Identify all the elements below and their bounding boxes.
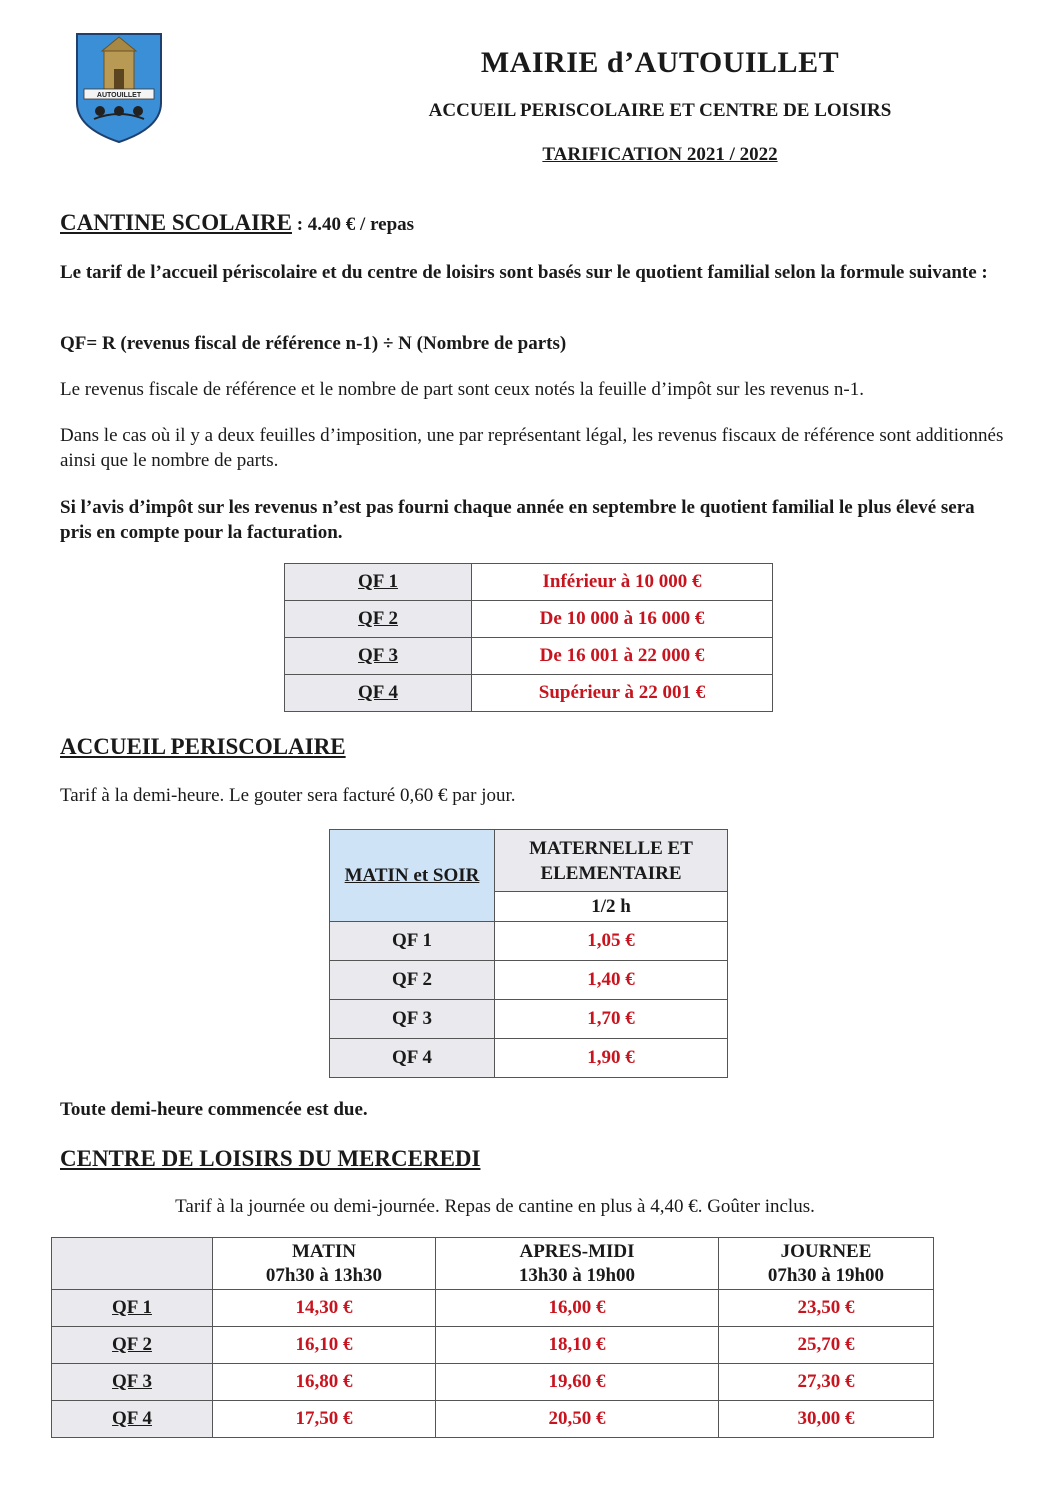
qf-label: QF 1 (52, 1290, 213, 1327)
page-subtitle: ACCUEIL PERISCOLAIRE ET CENTRE DE LOISIRS (428, 100, 892, 121)
page-title: MAIRIE d’AUTOUILLET (480, 46, 840, 79)
price-cell: 1,70 € (495, 1000, 728, 1039)
qf-label: QF 2 (330, 961, 495, 1000)
matin-header: MATIN 07h30 à 13h30 (213, 1238, 436, 1290)
qf-label: QF 2 (285, 601, 472, 638)
table-header-row (330, 830, 728, 892)
price-cell: 1,05 € (495, 922, 728, 961)
qf-label: QF 3 (52, 1364, 213, 1401)
mercredi-note: Tarif à la journée ou demi-journée. Repas de cantine en plus à 4,40 €. Goûter inclus. (175, 1196, 815, 1217)
qf-label: QF 3 (285, 638, 472, 675)
table-row (52, 1290, 934, 1327)
table-row (52, 1327, 934, 1364)
price-cell: 23,50 € (719, 1290, 934, 1327)
deux-feuilles-paragraph: Dans le cas où il y a deux feuilles d’imposition, une par représentant légal, les revenus fiscaux de référence sont additionnés ainsi que le nombre de parts. (60, 425, 1004, 471)
table-row (330, 961, 728, 1000)
qf-label: QF 2 (52, 1327, 213, 1364)
matin-soir-header: MATIN et SOIR (330, 830, 495, 922)
price-cell: 1,40 € (495, 961, 728, 1000)
price-cell: 20,50 € (436, 1401, 719, 1438)
qf-label: QF 4 (330, 1039, 495, 1078)
price-cell: 16,10 € (213, 1327, 436, 1364)
qf-label: QF 4 (285, 675, 472, 712)
price-cell: 19,60 € (436, 1364, 719, 1401)
table-header-row (52, 1238, 934, 1290)
journee-header: JOURNEE 07h30 à 19h00 (719, 1238, 934, 1290)
price-cell: 30,00 € (719, 1401, 934, 1438)
qf-range: De 16 001 à 22 000 € (472, 638, 773, 675)
intro-paragraph: Le tarif de l’accueil périscolaire et du centre de loisirs sont basés sur le quotient familial selon la formule suivante : (60, 262, 988, 283)
qf-range: De 10 000 à 16 000 € (472, 601, 773, 638)
table-row (285, 564, 773, 601)
table-row (330, 922, 728, 961)
cantine-heading: CANTINE SCOLAIRE (60, 210, 292, 235)
qf-table (284, 563, 773, 712)
qf-label: QF 3 (330, 1000, 495, 1039)
table-row (285, 638, 773, 675)
qf-range: Inférieur à 10 000 € (472, 564, 773, 601)
price-cell: 16,00 € (436, 1290, 719, 1327)
mercredi-table (51, 1237, 934, 1438)
qf-label: QF 4 (52, 1401, 213, 1438)
avis-paragraph: Si l’avis d’impôt sur les revenus n’est pas fourni chaque année en septembre le quotient familial le plus élevé sera pris en compte pour la facturation. (60, 497, 975, 543)
price-cell: 25,70 € (719, 1327, 934, 1364)
svg-text:AUTOUILLET: AUTOUILLET (96, 92, 142, 99)
price-cell: 1,90 € (495, 1039, 728, 1078)
table-row (285, 675, 773, 712)
periscolaire-heading: ACCUEIL PERISCOLAIRE (60, 734, 346, 759)
price-cell: 14,30 € (213, 1290, 436, 1327)
level-header: MATERNELLE ET ELEMENTAIRE (495, 830, 728, 892)
unit-header: 1/2 h (495, 892, 728, 922)
table-row (330, 1000, 728, 1039)
cantine-price: : 4.40 € / repas (291, 214, 415, 235)
table-row (52, 1364, 934, 1401)
town-crest-logo (76, 33, 162, 143)
price-cell: 18,10 € (436, 1327, 719, 1364)
price-cell: 17,50 € (213, 1401, 436, 1438)
periscolaire-footnote: Toute demi-heure commencée est due. (60, 1099, 368, 1120)
price-cell: 27,30 € (719, 1364, 934, 1401)
periscolaire-table (329, 829, 728, 1078)
apres-midi-header: APRES-MIDI 13h30 à 19h00 (436, 1238, 719, 1290)
periscolaire-note: Tarif à la demi-heure. Le gouter sera facturé 0,60 € par jour. (60, 785, 516, 806)
revenus-paragraph: Le revenus fiscale de référence et le nombre de part sont ceux notés la feuille d’impôt sur les revenus n-1. (60, 379, 865, 400)
qf-label: QF 1 (285, 564, 472, 601)
table-row (285, 601, 773, 638)
mercredi-heading: CENTRE DE LOISIRS DU MERCEREDI (60, 1146, 481, 1171)
price-cell: 16,80 € (213, 1364, 436, 1401)
tarification-year: TARIFICATION 2021 / 2022 (542, 144, 778, 165)
cantine-section (60, 210, 414, 236)
table-row (330, 1039, 728, 1078)
qf-range: Supérieur à 22 001 € (472, 675, 773, 712)
qf-label: QF 1 (330, 922, 495, 961)
formula-paragraph: QF= R (revenus fiscal de référence n-1) ÷ N (Nombre de parts) (60, 333, 567, 354)
table-row (52, 1401, 934, 1438)
empty-header (52, 1238, 213, 1290)
